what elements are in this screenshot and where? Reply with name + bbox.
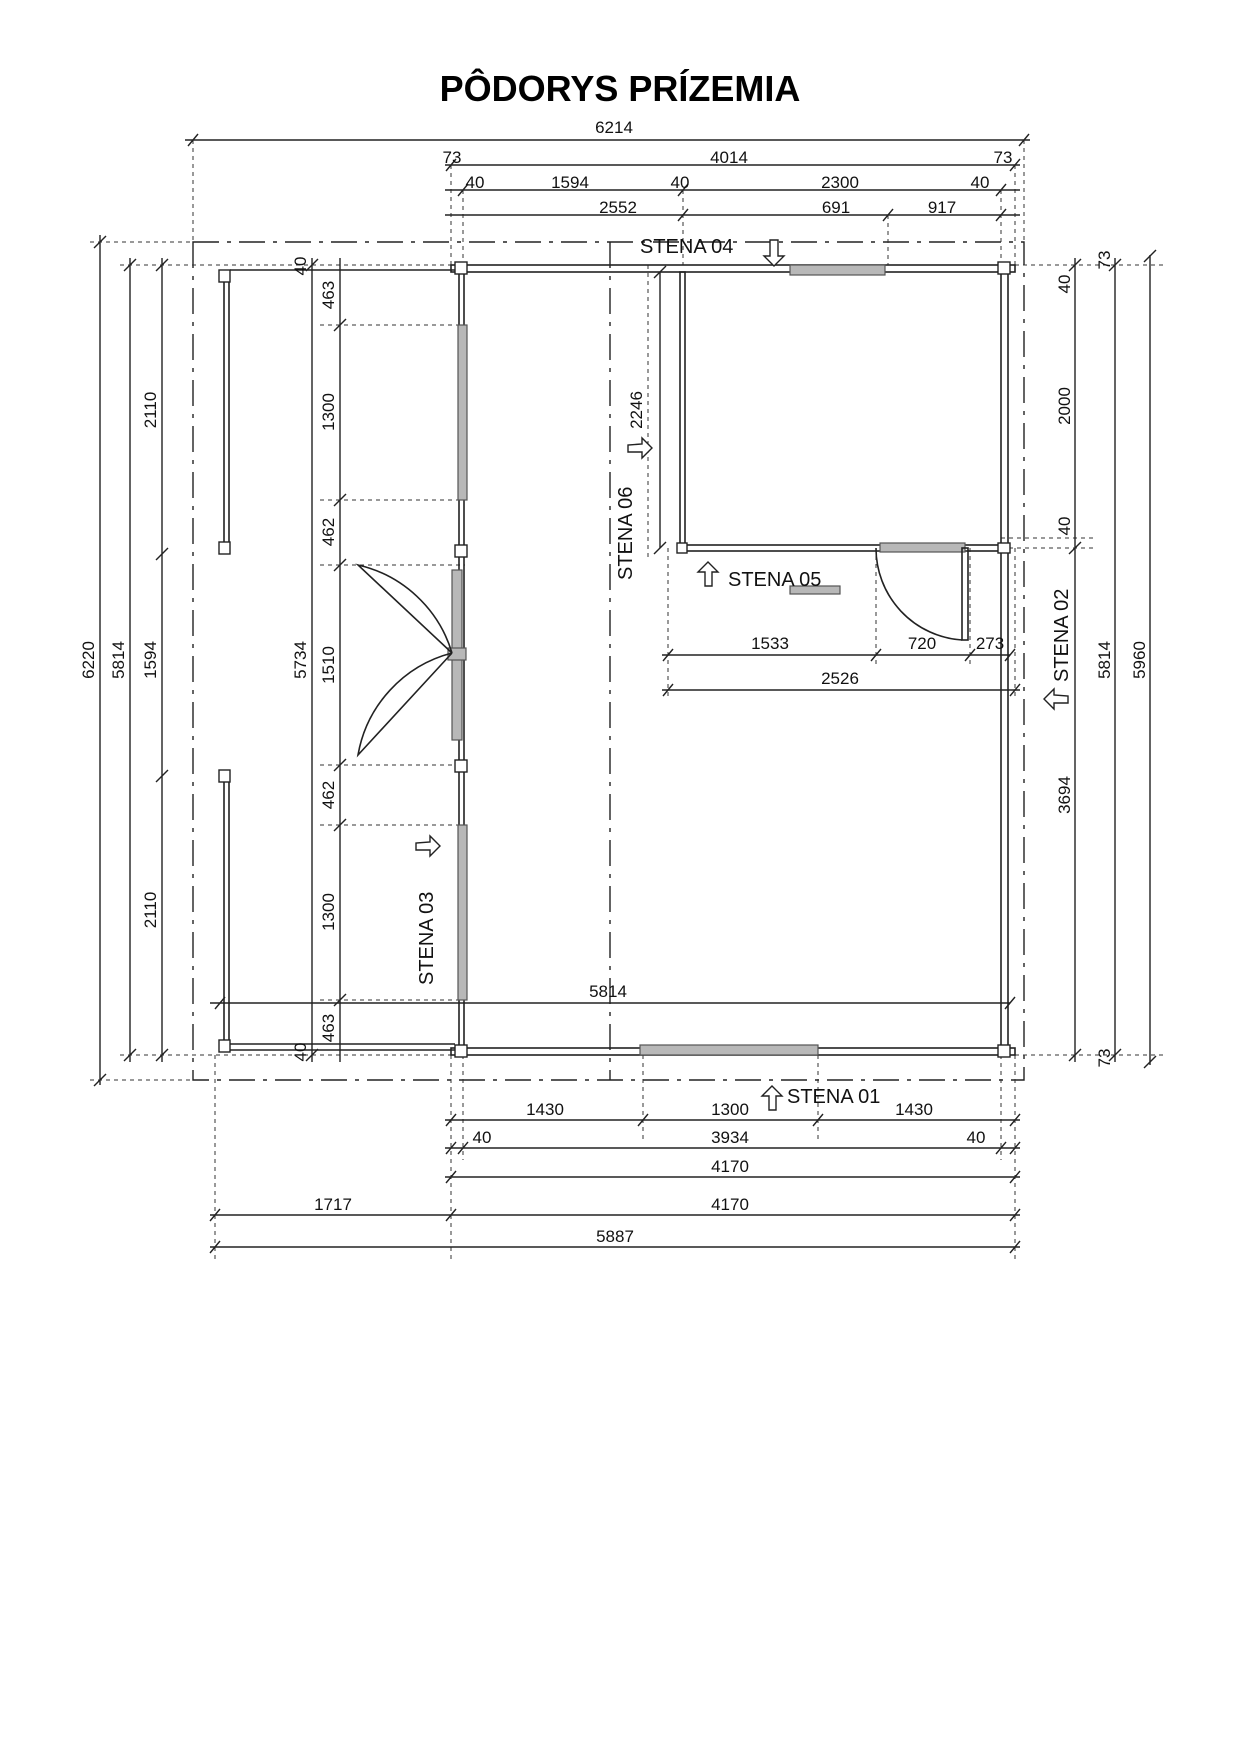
dim-interior-total: 5814 [589, 982, 627, 1001]
dim-left-wall-bottom: 40 [291, 1042, 310, 1062]
dim-right-overhang-bottom: 73 [1095, 1048, 1114, 1068]
dim-left-terrace-1: 2110 [141, 391, 160, 429]
dim-bottom-body: 4170 [711, 1157, 749, 1176]
label-stena-03: STENA 03 [416, 891, 438, 985]
dim-right-total: 5960 [1130, 641, 1149, 679]
dim-bottom-seg-2: 1430 [895, 1100, 933, 1119]
dim-left-total: 6220 [79, 641, 98, 679]
dim-right-wall-top: 40 [1055, 274, 1074, 294]
label-stena-06: STENA 06 [615, 486, 637, 580]
dim-left-seg-4: 463 [319, 1013, 338, 1043]
dim-right-lower: 3694 [1055, 776, 1074, 814]
dim-top-overhang-right: 73 [993, 148, 1013, 167]
dim-left-door: 1510 [319, 646, 338, 684]
dimension-ticks [94, 134, 1156, 1253]
dim-left-wall-top: 40 [291, 256, 310, 276]
dim-bottom-interior: 3934 [711, 1128, 749, 1147]
dim-right-wall-mid: 40 [1055, 516, 1074, 536]
arrow-icon-group [416, 240, 1068, 1110]
dim-bottom-seg-1: 1430 [526, 1100, 564, 1119]
label-stena-05: STENA 05 [728, 569, 822, 591]
dim-top-wall-right: 40 [970, 173, 990, 192]
dim-bottom-window: 1300 [711, 1100, 749, 1119]
dim-top-seg-1: 2552 [599, 198, 637, 217]
label-stena-02: STENA 02 [1051, 588, 1073, 682]
dim-left-window-1: 1300 [319, 393, 338, 431]
dim-top-overhang-left: 73 [442, 148, 462, 167]
dim-top-wall-left: 40 [465, 173, 485, 192]
dim-interior-seg-1: 1533 [751, 634, 789, 653]
dim-right-room: 2000 [1055, 387, 1074, 425]
wall-posts [455, 262, 1010, 1057]
dim-top-total: 6214 [595, 118, 633, 137]
dim-left-seg-1: 463 [319, 280, 338, 310]
dim-top-seg-2: 691 [821, 198, 851, 217]
wall-labels [416, 236, 1073, 1108]
walls [451, 265, 1015, 1055]
dim-top-wall-mid: 40 [670, 173, 690, 192]
dim-left-terrace-gap: 1594 [141, 641, 160, 679]
dim-right-body: 5814 [1095, 641, 1114, 679]
doors [358, 548, 968, 755]
dim-left-terrace-2: 2110 [141, 891, 160, 929]
dim-bottom-wall-left: 40 [472, 1128, 492, 1147]
arrow-down-icon [764, 240, 784, 266]
axis-lines [193, 242, 1024, 1080]
dim-top-body: 4014 [710, 148, 748, 167]
arrow-right-icon [416, 836, 440, 856]
dim-bottom-terrace: 1717 [314, 1195, 352, 1214]
dim-interior-seg-3: 273 [975, 634, 1005, 653]
dim-interior-door: 720 [907, 634, 937, 653]
dim-bottom-wall-right: 40 [966, 1128, 986, 1147]
label-stena-01: STENA 01 [787, 1086, 881, 1108]
dimension-lines [100, 140, 1150, 1247]
dim-left-seg-3: 462 [319, 780, 338, 810]
dim-top-room-1: 1594 [551, 173, 589, 192]
arrow-left-icon [1044, 689, 1068, 709]
dim-left-body: 5814 [109, 641, 128, 679]
dim-interior-room-depth: 2246 [627, 391, 646, 429]
dim-bottom-body-2: 4170 [711, 1195, 749, 1214]
windows [458, 265, 965, 1055]
dim-bottom-total: 5887 [596, 1227, 634, 1246]
arrow-up-icon [698, 562, 718, 586]
dim-left-seg-2: 462 [319, 517, 338, 547]
extension-lines [90, 140, 1165, 1260]
dim-top-seg-3: 917 [927, 198, 957, 217]
dim-left-wall-length: 5734 [291, 641, 310, 679]
dim-interior-room-width: 2526 [821, 669, 859, 688]
dim-right-overhang-top: 73 [1095, 250, 1114, 270]
label-stena-04: STENA 04 [640, 236, 734, 258]
dim-top-room-2: 2300 [821, 173, 859, 192]
page-title: PÔDORYS PRÍZEMIA [439, 68, 801, 109]
dimension-texts [79, 118, 1149, 1246]
arrow-up-icon [762, 1086, 782, 1110]
dim-left-window-2: 1300 [319, 893, 338, 931]
